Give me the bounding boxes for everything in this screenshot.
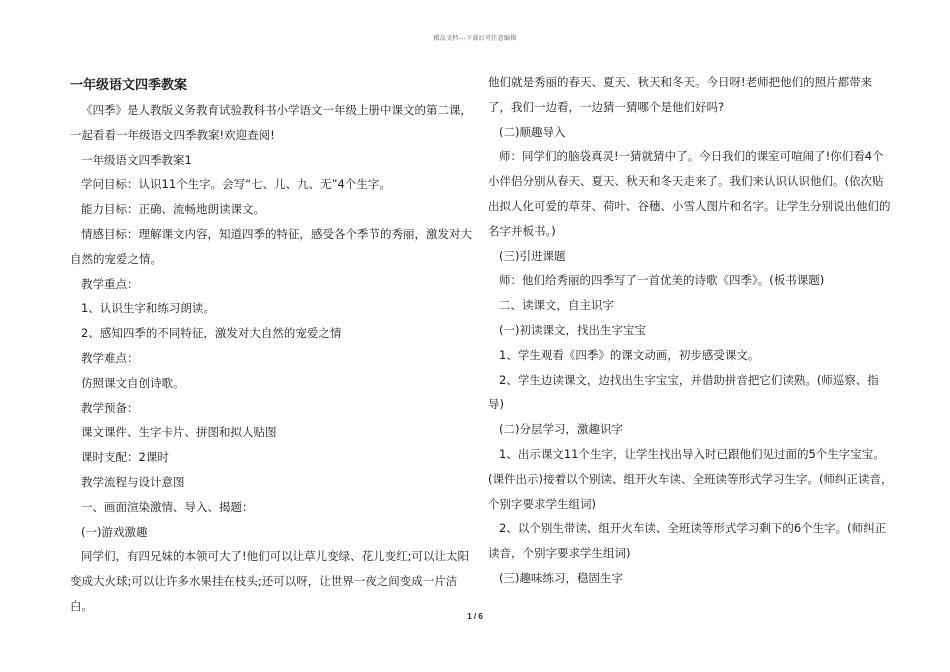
paragraph: (二)顺趣导入 xyxy=(499,124,566,139)
paragraph: (三)趣味练习，稳固生字 xyxy=(499,570,623,585)
paragraph: 2、感知四季的不同特征，激发对大自然的宠爱之情 xyxy=(81,326,342,341)
paragraph: 2、学生边读课文，边找出生字宝宝，并借助拼音把它们读熟。(师巡察、指导) xyxy=(488,372,879,412)
paragraph: 学问目标：认识11个生字。会写“七、儿、九、无”4个生字。 xyxy=(81,177,391,192)
document-title: 一年级语文四季教案 xyxy=(70,78,188,93)
paragraph-continued: 他们就是秀丽的春天、夏天、秋天和冬天。今日呀!老师把他们的照片都带来了，我们一边看，一边猜一猜哪个是他们好吗? xyxy=(488,75,873,114)
paragraph: (三)引进课题 xyxy=(499,248,566,263)
paragraph: 师：同学们的脑袋真灵!一猜就猜中了。今日我们的课室可喧闹了!你们看4个小伴侣分别从春天、夏天、秋天和冬天走来了。我们来认识认识他们。(依次贴出拟人化可爱的草芽、荷叶、谷穗、小雪人图片和名字。让学生分别说出他们的名字并板书。) xyxy=(488,149,891,238)
paragraph: 教学预备： xyxy=(81,400,139,415)
paragraph: 同学们，有四兄妹的本领可大了!他们可以让草儿变绿、花儿变红;可以让太阳变成大火球;可以让许多水果挂在枝头;还可以呀，让世界一夜之间变成一片洁白。 xyxy=(70,549,469,613)
paragraph: (一)游戏激趣 xyxy=(81,524,148,539)
paragraph: (二)分层学习，激趣识字 xyxy=(499,422,623,437)
paragraph: 课时支配：2课时 xyxy=(81,450,169,465)
paragraph: 情感目标：理解课文内容，知道四季的特征，感受各个季节的秀丽，激发对大自然的宠爱之情。 xyxy=(70,226,472,266)
page-header: 精品文档---下载后可任意编辑 xyxy=(433,35,517,42)
left-column xyxy=(70,70,475,619)
paragraph: 一年级语文四季教案1 xyxy=(81,152,192,167)
paragraph: 二、读课文，自主识字 xyxy=(499,298,614,313)
page-number: 1 / 6 xyxy=(467,612,483,621)
paragraph: 1、学生观看《四季》的课文动画，初步感受课文。 xyxy=(499,347,760,362)
paragraph: 能力目标：正确、流畅地朗读课文。 xyxy=(81,202,265,217)
paragraph: 师：他们给秀丽的四季写了一首优美的诗歌《四季》。(板书课题) xyxy=(499,273,825,288)
paragraph: (一)初读课文，找出生字宝宝 xyxy=(499,322,646,337)
paragraph: 1、认识生字和练习朗读。 xyxy=(81,301,215,316)
paragraph: 课文课件、生字卡片、拼图和拟人贴图 xyxy=(81,425,277,440)
paragraph: 1、出示课文11个生字，让学生找出导入时已跟他们见过面的5个生字宝宝。(课件出示)接着以个别读、组开火车读、全班读等形式学习生字。(师纠正读音，个别字要求学生组词) xyxy=(488,446,893,511)
paragraph: 教学重点： xyxy=(81,276,139,291)
right-column xyxy=(488,70,893,591)
paragraph: 《四季》是人教版义务教育试验教科书小学语文一年级上册中课文的第二课，一起看看一年级语文四季教案!欢迎查阅! xyxy=(70,103,472,142)
paragraph: 一、画面渲染激情、导入、揭题： xyxy=(81,499,254,514)
paragraph: 教学难点： xyxy=(81,350,139,365)
paragraph: 教学流程与设计意图 xyxy=(81,474,185,489)
paragraph: 2、以个别生带读、组开火车读、全班读等形式学习剩下的6个生字。(师纠正读音，个别字要求学生组词) xyxy=(488,521,887,561)
paragraph: 仿照课文自创诗歌。 xyxy=(81,375,185,390)
